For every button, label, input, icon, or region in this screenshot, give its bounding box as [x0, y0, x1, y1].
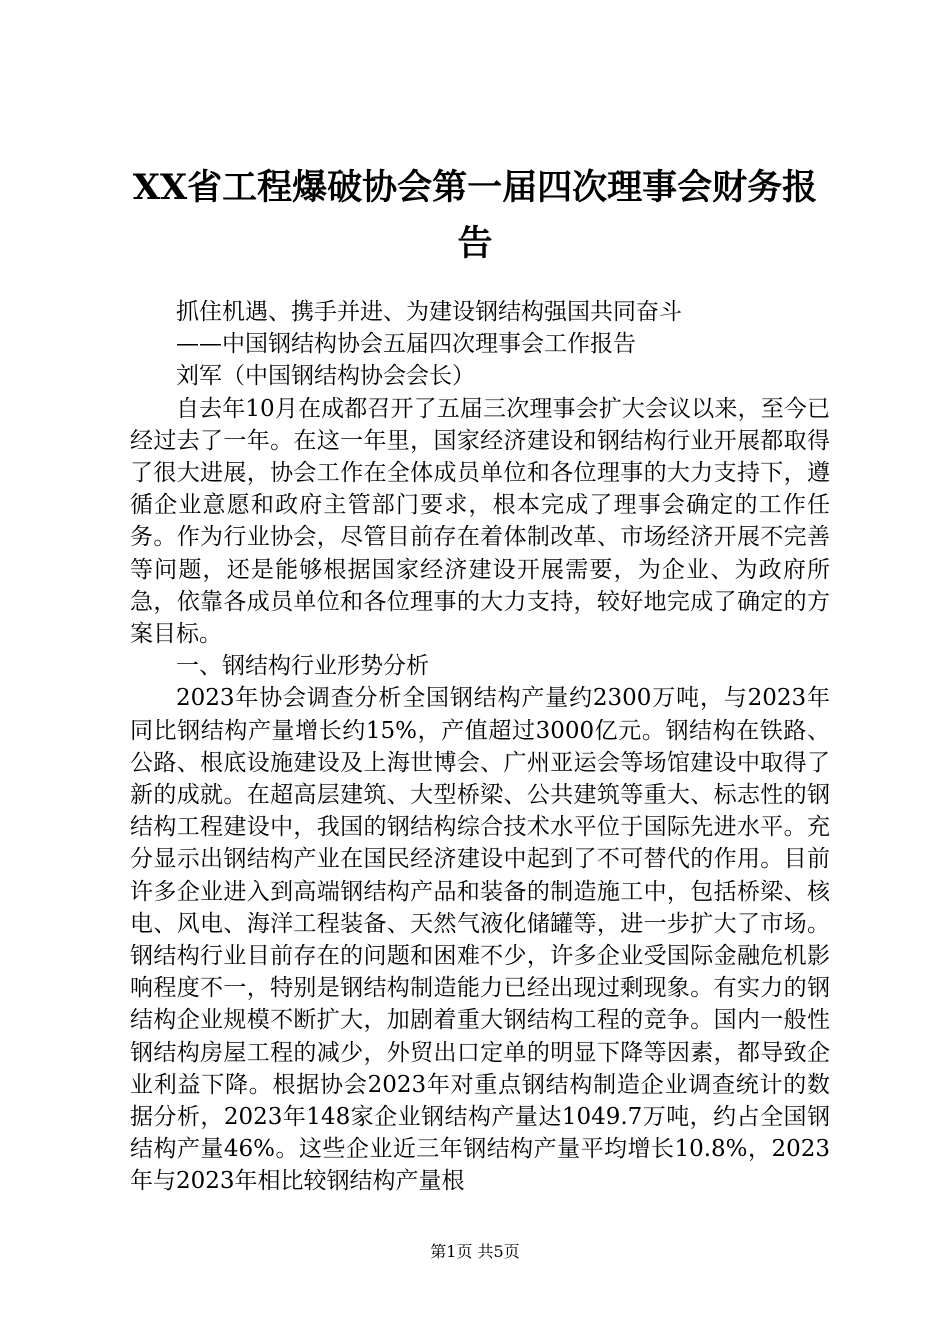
section-heading: 一、钢结构行业形势分析	[176, 653, 429, 680]
subtitle-report: ——中国钢结构协会五届四次理事会工作报告	[176, 331, 636, 358]
document-title: XX省工程爆破协会第一届四次理事会财务报告	[132, 167, 818, 264]
document-body	[130, 296, 830, 1198]
page-number: 第1页 共5页	[430, 1242, 520, 1261]
page-footer	[0, 1242, 950, 1262]
author-line: 刘军（中国钢结构协会会长）	[176, 363, 475, 390]
paragraph-analysis: 2023年协会调查分析全国钢结构产量约2300万吨，与2023年同比钢结构产量增长约15%，产值超过3000亿元。钢结构在铁路、公路、根底设施建设及上海世博会、广州亚运会等场馆建设中取得了新的成就。在超高层建筑、大型桥梁、公共建筑等重大、标志性的钢结构工程建设中，我国的钢结构综合技术水平位于国际先进水平。充分显示出钢结构产业在国民经济建设中起到了不可替代的作用。目前许多企业进入到高端钢结构产品和装备的制造施工中，包括桥梁、核电、风电、海洋工程装备、天然气液化储罐等，进一步扩大了市场。钢结构行业目前存在的问题和困难不少，许多企业受国际金融危机影响程度不一，特别是钢结构制造能力已经出现过剩现象。有实力的钢结构企业规模不断扩大，加剧着重大钢结构工程的竞争。国内一般性钢结构房屋工程的减少，外贸出口定单的明显下降等因素，都导致企业利益下降。根据协会2023年对重点钢结构制造企业调查统计的数据分析，2023年148家企业钢结构产量达1049.7万吨，约占全国钢结构产量46%。这些企业近三年钢结构产量平均增长10.8%，2023年与2023年相比较钢结构产量根	[130, 685, 830, 1195]
paragraph-intro: 自去年10月在成都召开了五届三次理事会扩大会议以来，至今已经过去了一年。在这一年里，国家经济建设和钢结构行业开展都取得了很大进展，协会工作在全体成员单位和各位理事的大力支持下，遵循企业意愿和政府主管部门要求，根本完成了理事会确定的工作任务。作为行业协会，尽管目前存在着体制改革、市场经济开展不完善等问题，还是能够根据国家经济建设开展需要，为企业、为政府所急，依靠各成员单位和各位理事的大力支持，较好地完成了确定的方案目标。	[130, 395, 830, 648]
subtitle: 抓住机遇、携手并进、为建设钢结构强国共同奋斗	[176, 299, 682, 325]
